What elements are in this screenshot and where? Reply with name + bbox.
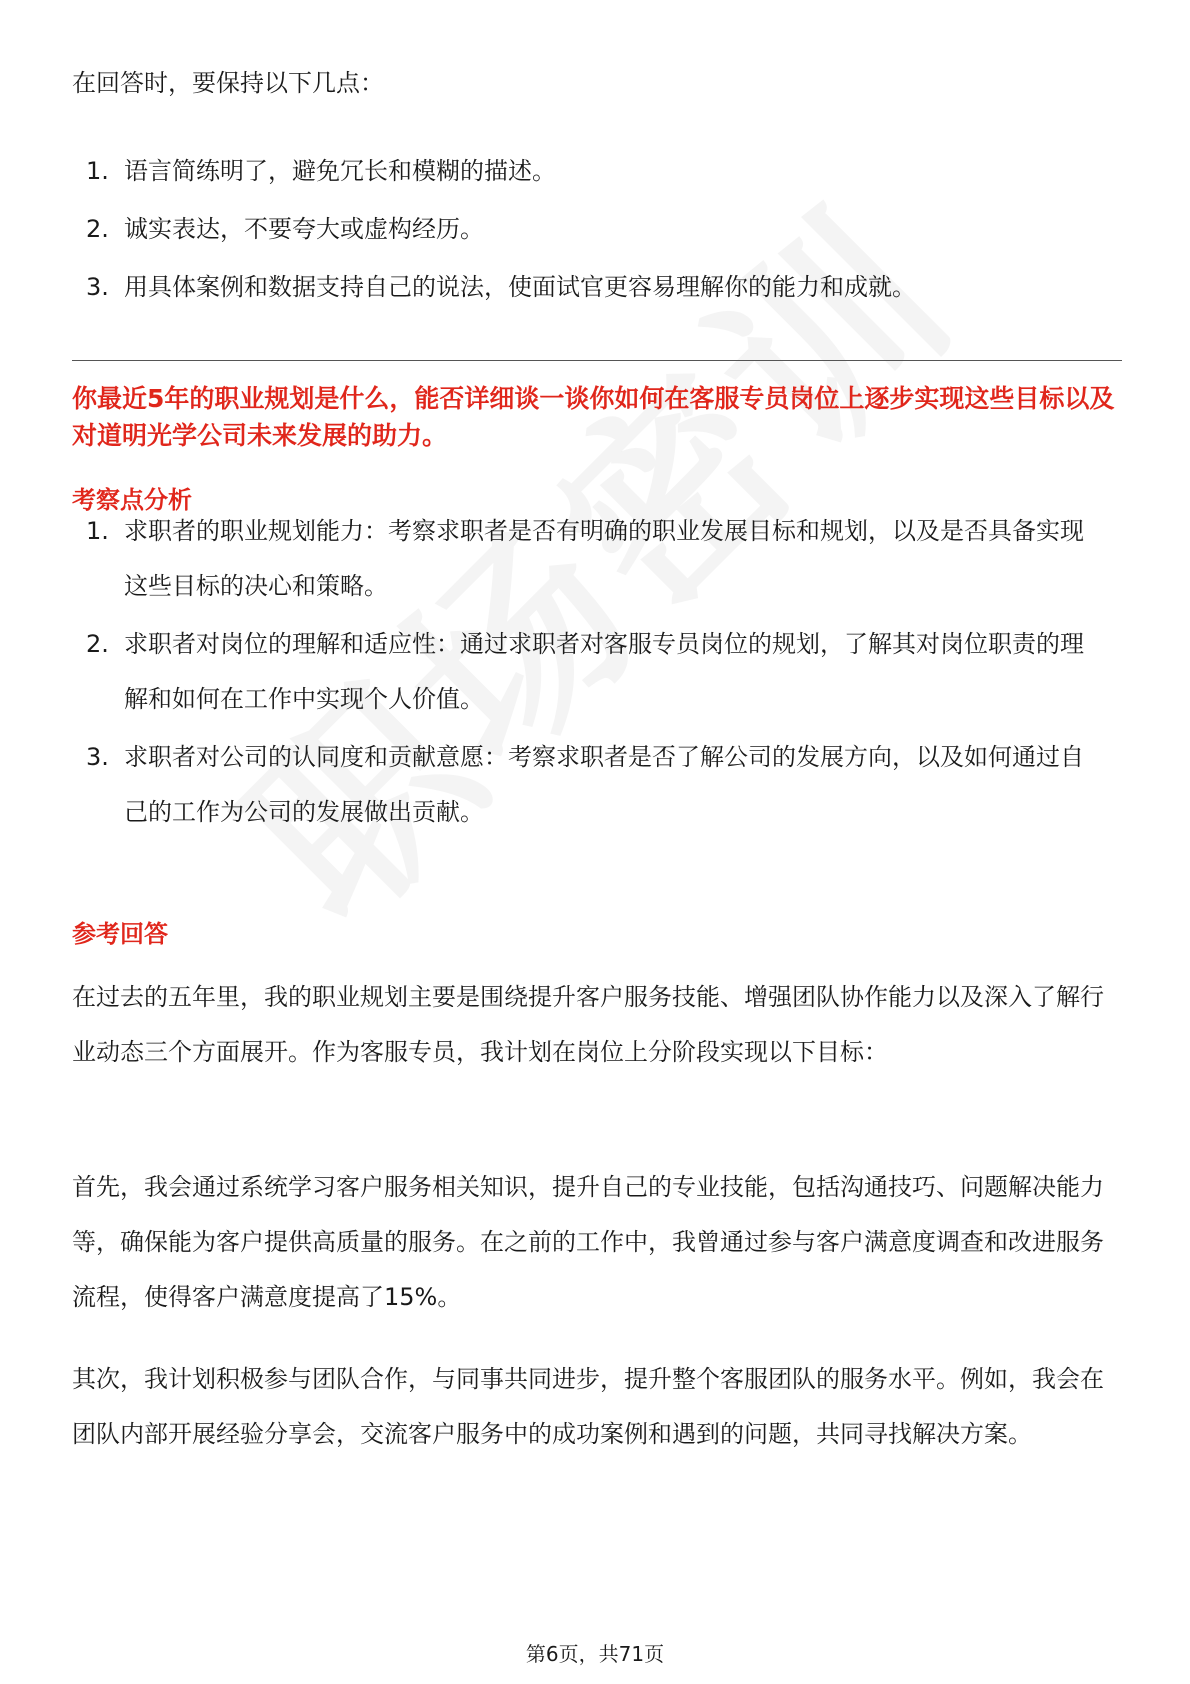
question-title: 你最近5年的职业规划是什么，能否详细谈一谈你如何在客服专员岗位上逐步实现这些目标以及对道明光学公司未来发展的助力。 xyxy=(72,384,1115,450)
list-number: 3. xyxy=(86,743,109,771)
list-item xyxy=(86,260,1106,315)
answer-paragraph: 其次，我计划积极参与团队合作，与同事共同进步，提升整个客服团队的服务水平。例如，我会在团队内部开展经验分享会，交流客户服务中的成功案例和遇到的问题，共同寻找解决方案。 xyxy=(72,1365,1104,1448)
list-number: 3. xyxy=(86,273,109,301)
list-text: 求职者的职业规划能力：考察求职者是否有明确的职业发展目标和规划，以及是否具备实现这些目标的决心和策略。 xyxy=(124,517,1084,600)
answer-paragraph: 在过去的五年里，我的职业规划主要是围绕提升客户服务技能、增强团队协作能力以及深入了解行业动态三个方面展开。作为客服专员，我计划在岗位上分阶段实现以下目标： xyxy=(72,983,1104,1066)
list-number: 1. xyxy=(86,517,109,545)
list-text: 诚实表达，不要夸大或虚构经历。 xyxy=(124,215,484,243)
list-item xyxy=(86,144,1106,199)
list-item xyxy=(86,617,1106,727)
analysis-heading: 考察点分析 xyxy=(72,486,192,514)
answer-paragraph: 首先，我会通过系统学习客户服务相关知识，提升自己的专业技能，包括沟通技巧、问题解决能力等，确保能为客户提供高质量的服务。在之前的工作中，我曾通过参与客户满意度调查和改进服务流程，使得客户满意度提高了15%。 xyxy=(72,1173,1104,1311)
list-number: 1. xyxy=(86,157,109,185)
intro-text: 在回答时，要保持以下几点： xyxy=(72,69,384,97)
list-item xyxy=(86,730,1106,840)
list-number: 2. xyxy=(86,630,109,658)
tips-list xyxy=(86,144,1106,318)
list-text: 求职者对岗位的理解和适应性：通过求职者对客服专员岗位的规划，了解其对岗位职责的理解和如何在工作中实现个人价值。 xyxy=(124,630,1084,713)
page-number-footer: 第6页，共71页 xyxy=(525,1642,665,1666)
list-item xyxy=(86,202,1106,257)
answer-heading: 参考回答 xyxy=(72,920,168,948)
list-item xyxy=(86,504,1106,614)
list-text: 求职者对公司的认同度和贡献意愿：考察求职者是否了解公司的发展方向，以及如何通过自己的工作为公司的发展做出贡献。 xyxy=(124,743,1084,826)
list-text: 用具体案例和数据支持自己的说法，使面试官更容易理解你的能力和成就。 xyxy=(124,273,916,301)
list-text: 语言简练明了，避免冗长和模糊的描述。 xyxy=(124,157,556,185)
list-number: 2. xyxy=(86,215,109,243)
analysis-list xyxy=(86,504,1106,843)
section-divider xyxy=(72,360,1122,361)
document-page xyxy=(72,0,1122,1684)
